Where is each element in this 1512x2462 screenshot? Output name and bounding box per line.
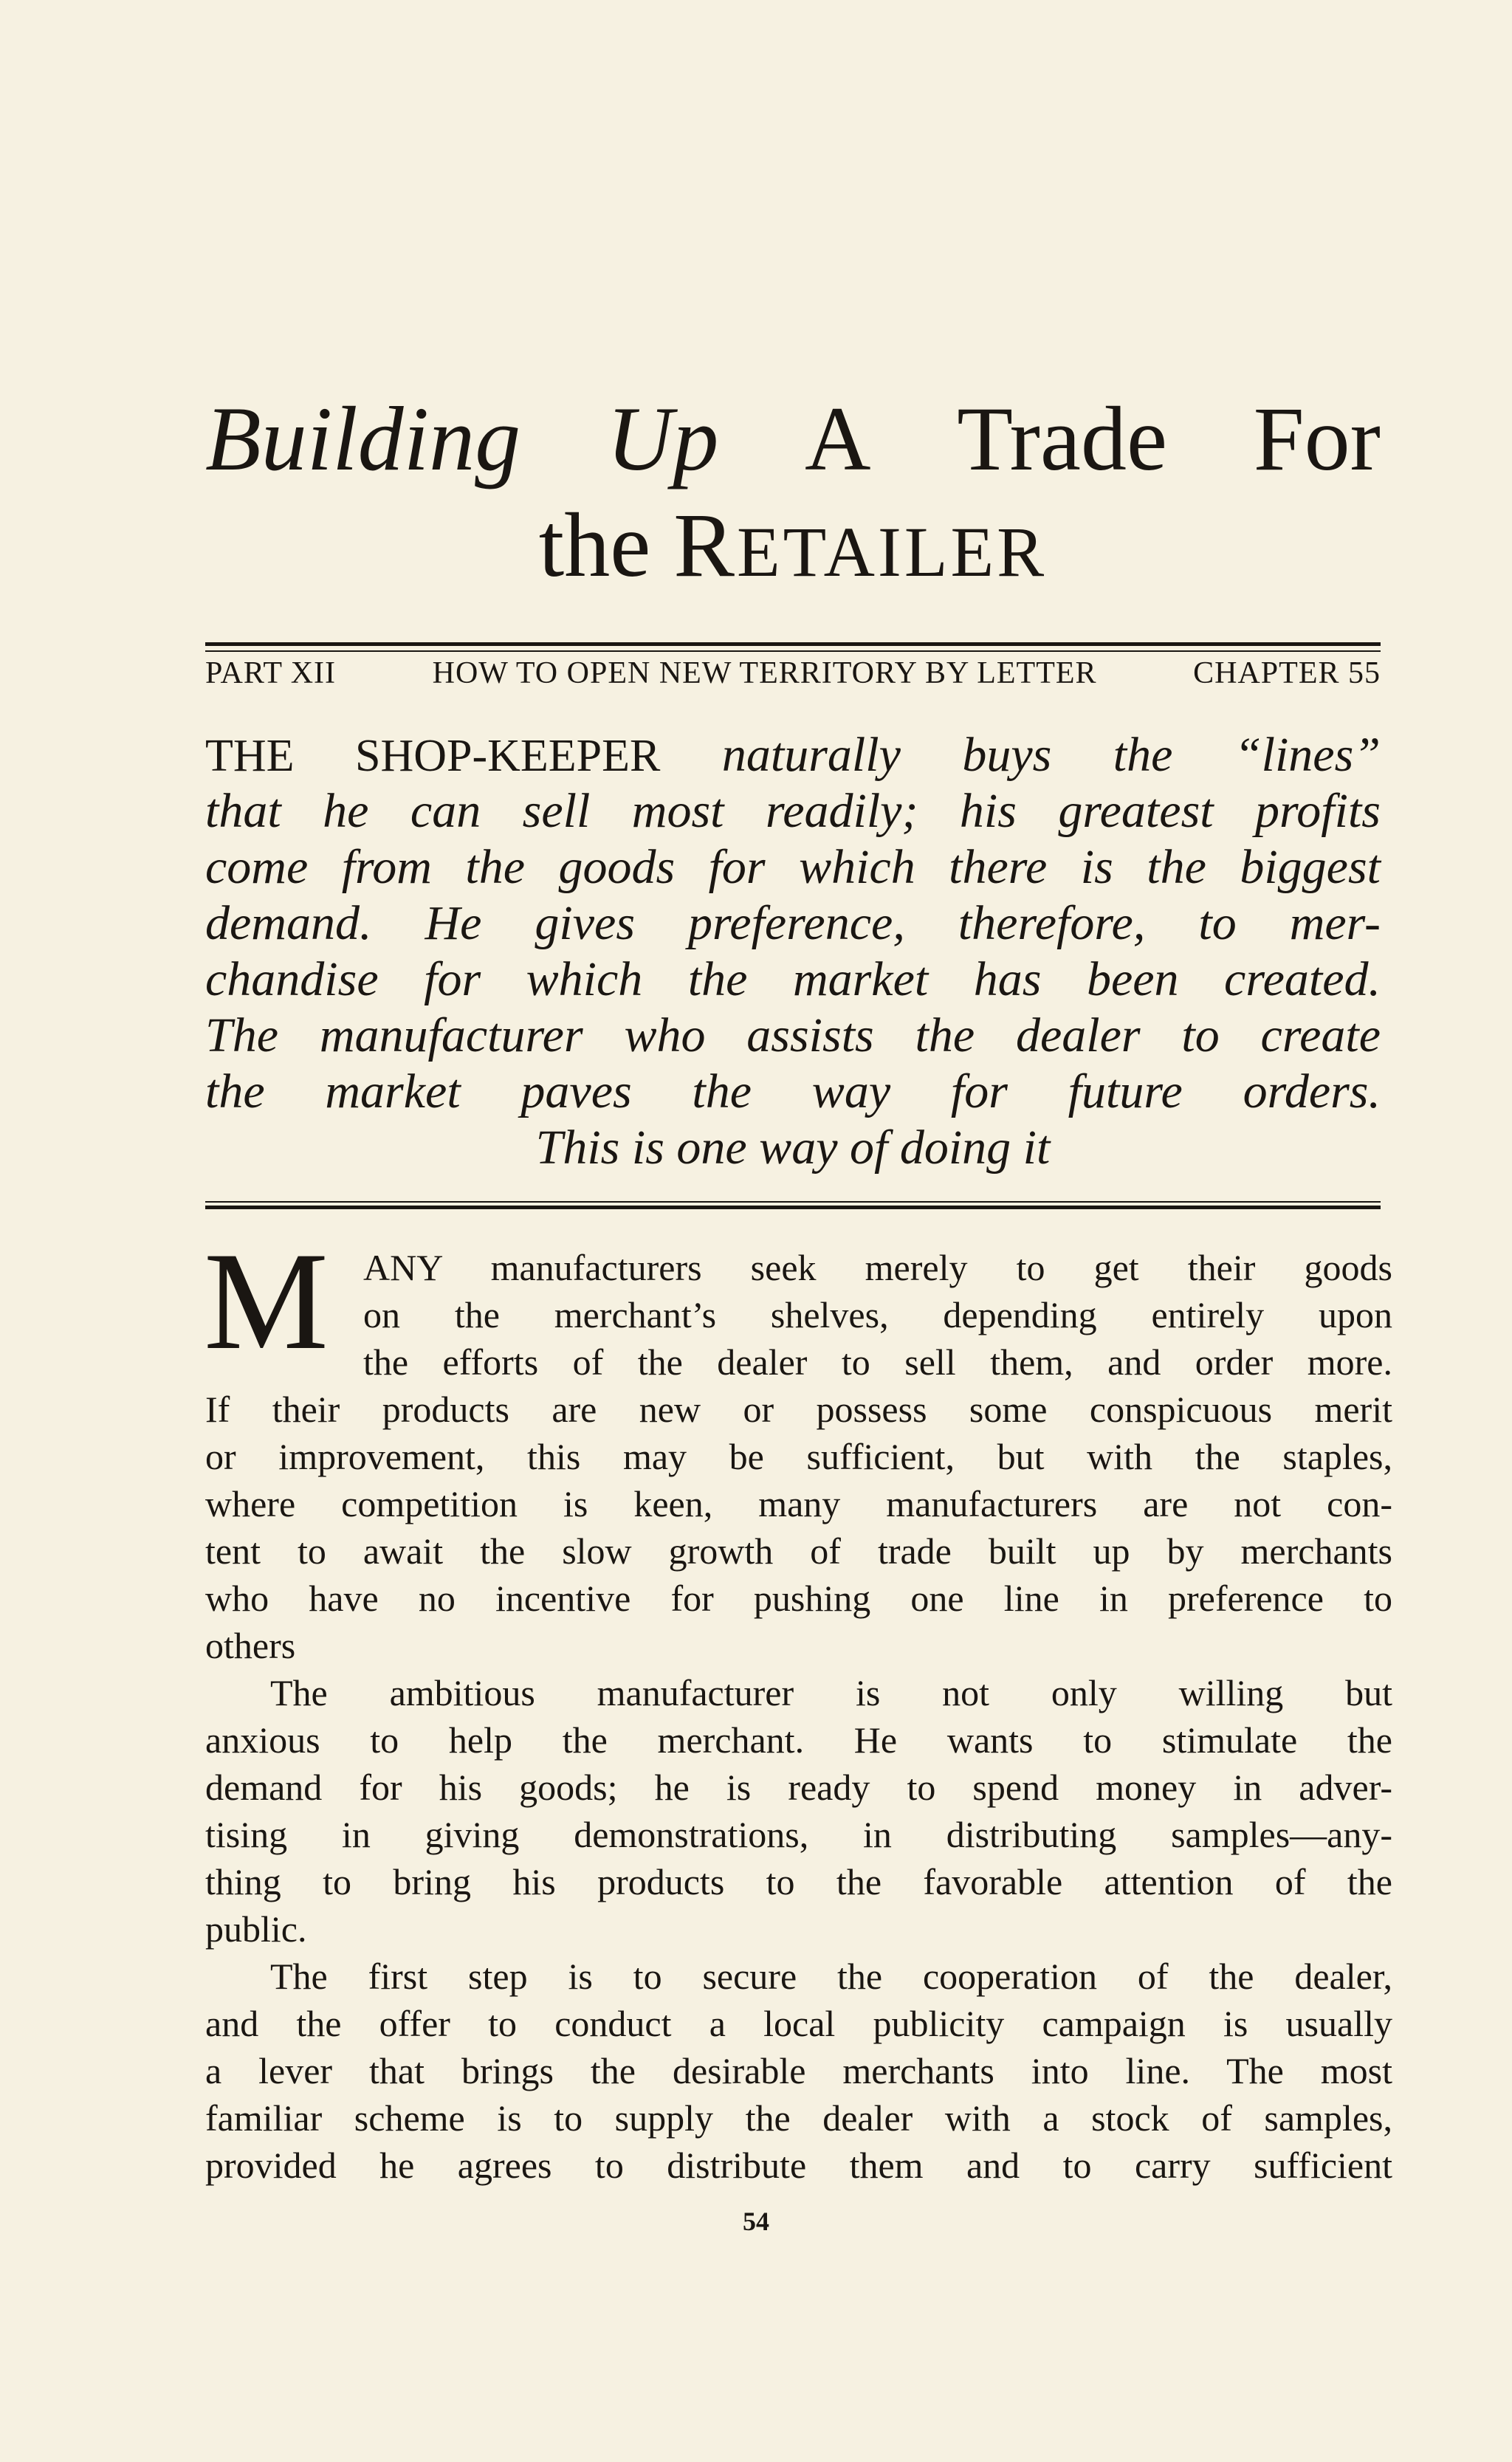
title-word-a: A (805, 388, 871, 489)
article-title-line-2 (205, 490, 1381, 601)
body-line: tising in giving demonstrations, in distributing samples—any- (205, 1814, 1392, 1855)
title-word-building: Building (205, 388, 521, 489)
body-line: on the merchant’s shelves, depending entirely upon (363, 1294, 1392, 1335)
body-line: The first step is to secure the cooperation of the dealer, (270, 1956, 1392, 1997)
body-line: provided he agrees to distribute them and to carry sufficient (205, 2145, 1392, 2186)
body-line: ANY manufacturers seek merely to get their goods (363, 1247, 1392, 1288)
header-rule-thick (205, 642, 1381, 646)
body-line: where competition is keen, many manufacturers are not con- (205, 1483, 1392, 1524)
body-text (205, 1244, 1392, 2189)
chapter-label: CHAPTER 55 (1193, 656, 1381, 690)
body-line: others (205, 1625, 296, 1666)
body-line: a lever that brings the desirable merchants into line. The most (205, 2050, 1392, 2091)
body-line: who have no incentive for pushing one line in preference to (205, 1578, 1392, 1619)
dek-line: THE SHOP-KEEPER naturally buys the “lines” (205, 728, 1381, 782)
body-line: demand for his goods; he is ready to spend money in adver- (205, 1767, 1392, 1808)
dek-line: the market paves the way for future orders. (205, 1065, 1381, 1118)
body-line: tent to await the slow growth of trade built up by merchants (205, 1530, 1392, 1572)
title-word-the: the (538, 495, 651, 596)
article-dek (205, 727, 1381, 1176)
dek-line: chandise for which the market has been created. (205, 952, 1381, 1006)
title-word-up: Up (606, 388, 719, 489)
drop-cap: M (204, 1224, 329, 1379)
body-line: thing to bring his products to the favorable attention of the (205, 1861, 1392, 1902)
dek-caps-lead: THE SHOP-KEEPER (205, 731, 661, 781)
title-retailer-initial: R (673, 495, 737, 596)
body-line: and the offer to conduct a local publicity campaign is usually (205, 2003, 1392, 2044)
title-retailer-rest: ETAILER (737, 512, 1048, 591)
part-label: PART XII (205, 656, 337, 690)
body-line: or improvement, this may be sufficient, but with the staples, (205, 1436, 1392, 1477)
dek-line: This is one way of doing it (535, 1121, 1051, 1175)
dek-line: that he can sell most readily; his greatest profits (205, 784, 1381, 838)
dek-line: come from the goods for which there is the biggest (205, 840, 1381, 894)
dek-rule-thick (205, 1206, 1381, 1209)
dek-rule-thin (205, 1201, 1381, 1203)
title-word-for: For (1253, 388, 1381, 489)
running-header (205, 651, 1381, 695)
body-line: familiar scheme is to supply the dealer with a stock of samples, (205, 2097, 1392, 2139)
body-line: The ambitious manufacturer is not only willing but (270, 1672, 1392, 1713)
body-line: public. (205, 1908, 307, 1950)
title-word-trade: Trade (957, 388, 1168, 489)
page-number: 54 (743, 2207, 769, 2236)
article-title-line-1 (205, 384, 1381, 495)
dek-line: demand. He gives preference, therefore, to mer- (205, 896, 1381, 950)
body-line: anxious to help the merchant. He wants to stimulate the (205, 1719, 1392, 1761)
dek-line: The manufacturer who assists the dealer to create (205, 1008, 1381, 1062)
body-line: the efforts of the dealer to sell them, and order more. (363, 1341, 1392, 1383)
section-label: HOW TO OPEN NEW TERRITORY BY LETTER (432, 656, 1097, 690)
body-line: If their products are new or possess some conspicuous merit (205, 1389, 1392, 1430)
